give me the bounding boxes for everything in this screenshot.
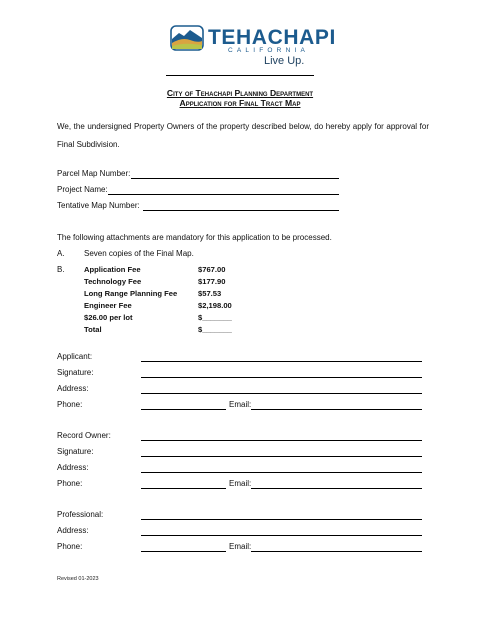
professional-phone-label: Phone: xyxy=(57,542,83,551)
logo-tagline: Live Up. xyxy=(264,55,305,67)
record-owner-email-label: Email: xyxy=(229,479,252,488)
attachments-intro: The following attachments are mandatory for this application to be processed. xyxy=(57,233,332,242)
record-owner-signature-field[interactable] xyxy=(141,456,422,457)
revision-note: Revised 01-2023 xyxy=(57,576,99,582)
tentative-map-number-label: Tentative Map Number: xyxy=(57,201,140,210)
fee-label: Long Range Planning Fee xyxy=(84,289,178,298)
record-owner-phone-label: Phone: xyxy=(57,479,83,488)
applicant-phone-field[interactable] xyxy=(141,409,226,410)
professional-label: Professional: xyxy=(57,510,104,519)
applicant-label: Applicant: xyxy=(57,352,93,361)
applicant-email-label: Email: xyxy=(229,400,252,409)
professional-email-label: Email: xyxy=(229,542,252,551)
attachment-a-marker: A. xyxy=(57,249,65,258)
record-owner-field[interactable] xyxy=(141,440,422,441)
record-owner-address-field[interactable] xyxy=(141,472,422,473)
fee-amount: $767.00 xyxy=(198,265,226,274)
fee-label: Engineer Fee xyxy=(84,301,132,310)
applicant-address-field[interactable] xyxy=(141,393,422,394)
attachment-b-marker: B. xyxy=(57,265,65,274)
applicant-signature-label: Signature: xyxy=(57,368,94,377)
tentative-map-number-field[interactable] xyxy=(143,210,339,211)
fee-label: Technology Fee xyxy=(84,277,142,286)
parcel-map-number-label: Parcel Map Number: xyxy=(57,169,131,178)
record-owner-address-label: Address: xyxy=(57,463,89,472)
fee-amount: $57.53 xyxy=(198,289,222,298)
applicant-signature-field[interactable] xyxy=(141,377,422,378)
logo-name: TEHACHAPI xyxy=(208,26,336,49)
professional-address-label: Address: xyxy=(57,526,89,535)
record-owner-label: Record Owner: xyxy=(57,431,111,440)
professional-email-field[interactable] xyxy=(251,551,422,552)
applicant-address-label: Address: xyxy=(57,384,89,393)
fee-amount: $177.90 xyxy=(198,277,226,286)
applicant-phone-label: Phone: xyxy=(57,400,83,409)
city-logo xyxy=(170,25,336,67)
fee-label: $26.00 per lot xyxy=(84,313,133,322)
intro-paragraph: We, the undersigned Property Owners of the property described below, do hereby apply for approval for Final Subdivision. xyxy=(57,122,429,149)
professional-field[interactable] xyxy=(141,519,422,520)
project-name-label: Project Name: xyxy=(57,185,108,194)
document-title: City of Tehachapi Planning Department xyxy=(166,88,314,98)
document-subtitle: Application for Final Tract Map xyxy=(179,98,301,108)
logo-state: CALIFORNIA xyxy=(228,47,310,54)
professional-address-field[interactable] xyxy=(141,535,422,536)
record-owner-email-field[interactable] xyxy=(251,488,422,489)
applicant-email-field[interactable] xyxy=(251,409,422,410)
attachment-a-text: Seven copies of the Final Map. xyxy=(84,249,194,258)
fee-label: Total xyxy=(84,325,102,334)
mountain-logo-icon xyxy=(170,25,204,51)
fee-amount: $2,198.00 xyxy=(198,301,232,310)
record-owner-signature-label: Signature: xyxy=(57,447,94,456)
parcel-map-number-field[interactable] xyxy=(131,178,339,179)
total-amount-field[interactable]: $_______ xyxy=(198,325,232,334)
per-lot-amount-field[interactable]: $_______ xyxy=(198,313,232,322)
applicant-field[interactable] xyxy=(141,361,422,362)
project-name-field[interactable] xyxy=(108,194,339,195)
fee-label: Application Fee xyxy=(84,265,141,274)
record-owner-phone-field[interactable] xyxy=(141,488,226,489)
header-rule xyxy=(166,75,314,76)
professional-phone-field[interactable] xyxy=(141,551,226,552)
